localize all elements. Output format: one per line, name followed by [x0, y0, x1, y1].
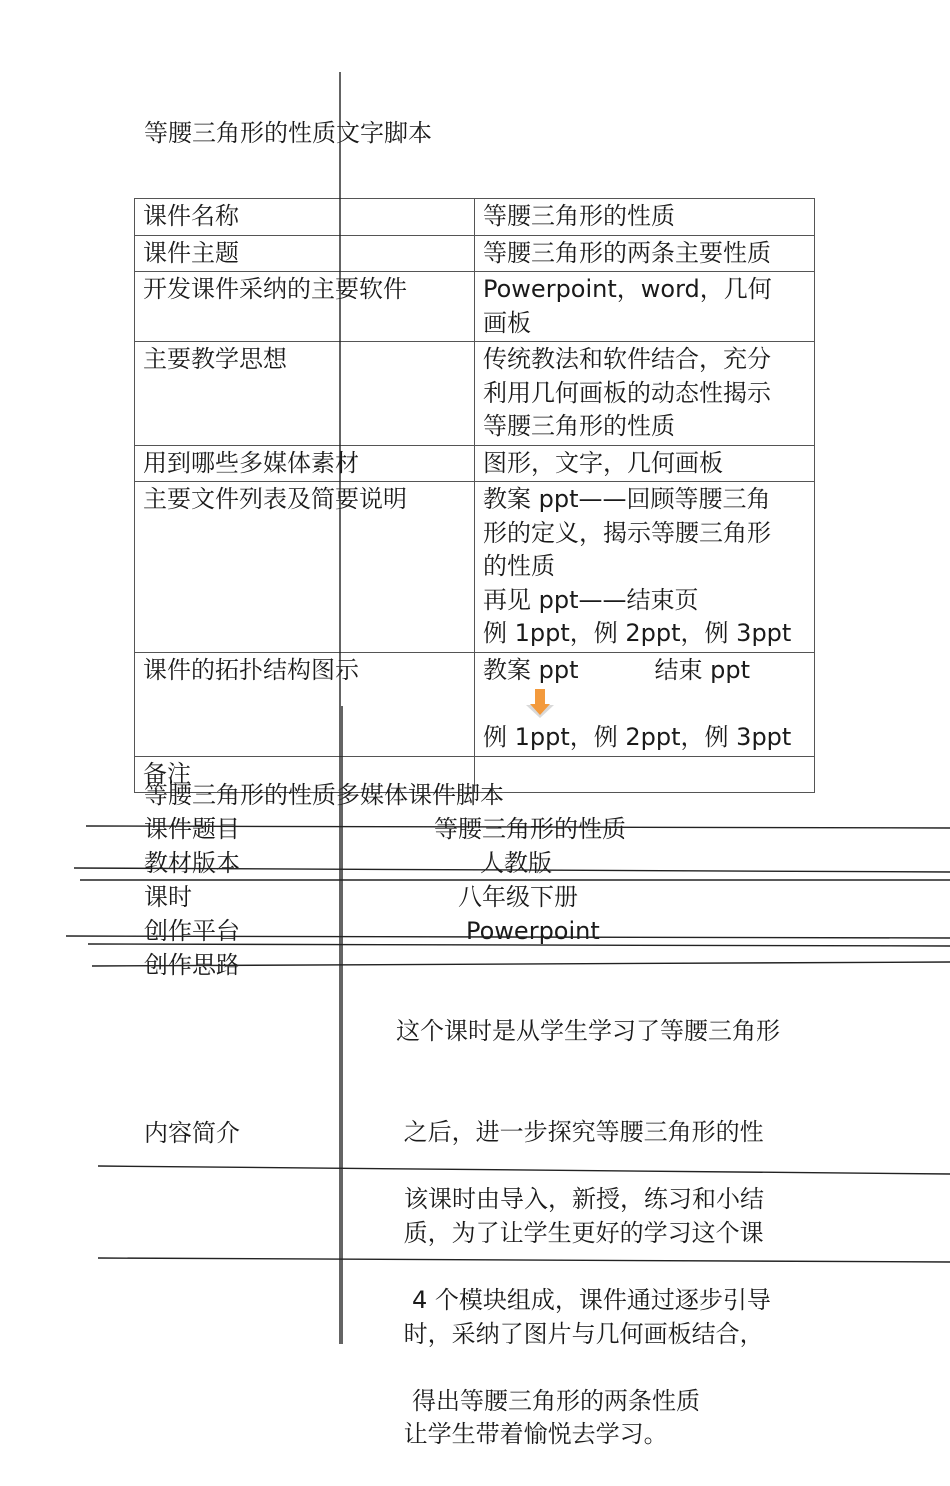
row-value: 等腰三角形的两条主要性质 [475, 235, 815, 272]
row-value [475, 482, 815, 653]
row-key: 开发课件采纳的主要软件 [135, 272, 475, 342]
text-line: 质，为了让学生更好的学习这个课 [396, 1218, 764, 1247]
row-value: 等腰三角形的性质 [475, 199, 815, 236]
row-key: 用到哪些多媒体素材 [135, 445, 475, 482]
value-edition: 人教版 [480, 849, 552, 877]
label-edition: 教材版本 [144, 849, 240, 877]
row-key: 主要文件列表及简要说明 [135, 482, 475, 653]
value-platform: Powerpoint [466, 917, 600, 945]
label-idea: 创作思路 [144, 951, 240, 979]
row-value [475, 756, 815, 793]
row-key: 备注 [135, 756, 475, 793]
row-value [475, 342, 815, 446]
summary-text [404, 1116, 771, 1452]
value-line: 例 1ppt，例 2ppt，例 3ppt [483, 619, 792, 647]
row-value [475, 272, 815, 342]
value-line: Powerpoint，word，几何 [483, 275, 772, 303]
doc-subtitle: 等腰三角形的性质多媒体课件脚本 [144, 781, 504, 809]
topo-node-examples: 例 1ppt，例 2ppt，例 3ppt [483, 723, 792, 751]
value-line: 等腰三角形的性质 [483, 412, 675, 440]
value-line: 教案 ppt——回顾等腰三角 [483, 485, 771, 513]
table-row [135, 482, 815, 653]
text-line: 之后，进一步探究等腰三角形的性 [396, 1117, 764, 1146]
value-line: 形的定义，揭示等腰三角形 [483, 518, 771, 547]
row-key: 课件的拓扑结构图示 [135, 652, 475, 756]
text-line: 4 个模块组成，课件通过逐步引导 [412, 1285, 771, 1314]
label-period: 课时 [144, 883, 192, 911]
table-row [135, 652, 815, 756]
value-line: 传统教法和软件结合，充分 [483, 345, 771, 373]
row-key: 主要教学思想 [135, 342, 475, 446]
text-line: 这个课时是从学生学习了等腰三角形 [396, 1017, 780, 1046]
down-arrow-icon [483, 687, 806, 721]
table-row [135, 235, 815, 272]
doc-title: 等腰三角形的性质文字脚本 [144, 119, 432, 147]
value-line: 画板 [483, 308, 531, 337]
text-line: 让学生带着愉悦去学习。 [396, 1420, 668, 1449]
label-platform: 创作平台 [144, 917, 240, 945]
row-value: 图形，文字，几何画板 [475, 445, 815, 482]
table-row [135, 272, 815, 342]
value-line: 再见 ppt——结束页 [483, 585, 699, 614]
topology-diagram [475, 652, 815, 756]
table-row [135, 199, 815, 236]
row-key: 课件主题 [135, 235, 475, 272]
text-line: 时，采纳了图片与几何画板结合， [396, 1319, 764, 1348]
text-line: 该课时由导入，新授，练习和小结 [404, 1185, 764, 1214]
value-line: 利用几何画板的动态性揭示 [483, 378, 771, 407]
text-line: 得出等腰三角形的两条性质 [412, 1386, 700, 1415]
label-subject: 课件题目 [144, 815, 240, 843]
script-table [134, 198, 815, 793]
table-row [135, 445, 815, 482]
value-line: 的性质 [483, 552, 555, 580]
value-period: 八年级下册 [458, 883, 578, 911]
topo-node-end: 结束 ppt [654, 655, 751, 684]
table-row [135, 342, 815, 446]
topo-node-lesson: 教案 ppt [483, 655, 579, 684]
label-summary: 内容简介 [144, 1119, 240, 1147]
value-subject: 等腰三角形的性质 [434, 815, 626, 843]
row-key: 课件名称 [135, 199, 475, 236]
